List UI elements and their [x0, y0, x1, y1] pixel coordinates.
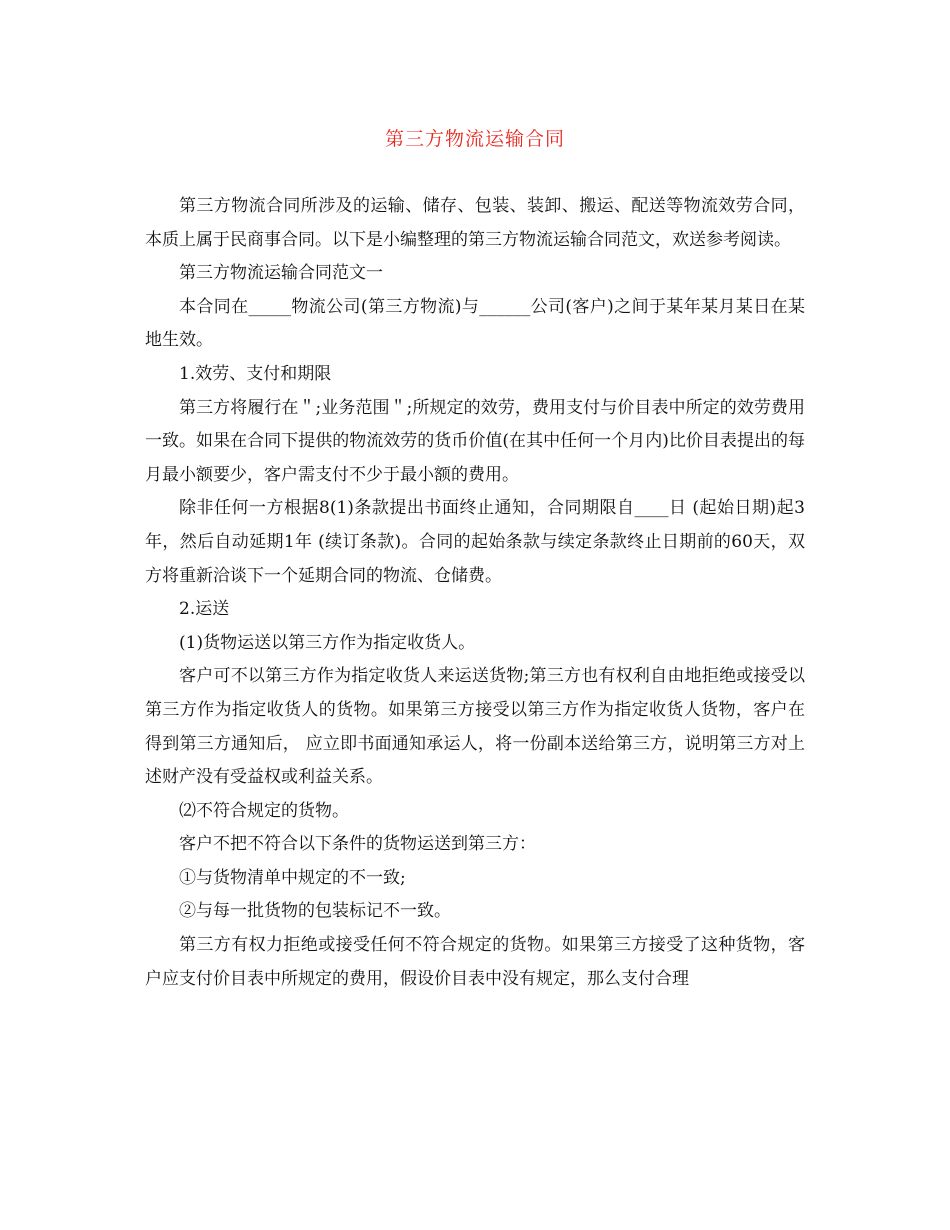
- list-item-condition-1: ①与货物清单中规定的不一致;: [179, 867, 406, 888]
- paragraph-conditions-intro: 客户不把不符合以下条件的货物运送到第三方：: [179, 834, 536, 855]
- paragraph-rejection-right: 第三方有权力拒绝或接受任何不符合规定的货物。如果第三方接受了这种货物，客户应支付价目表中所规定的费用，假设价目表中没有规定，那么支付合理: [145, 935, 805, 989]
- clause-nonconforming: ⑵不符合规定的货物。: [179, 800, 349, 821]
- paragraph-intro: 第三方物流合同所涉及的运输、储存、包装、装卸、搬运、配送等物流效劳合同，本质上属于民商事合同。以下是小编整理的第三方物流运输合同范文，欢送参考阅读。: [145, 196, 805, 250]
- paragraph-services-payment: 第三方将履行在＂;业务范围＂;所规定的效劳，费用支付与价目表中所定的效劳费用一致。如果在合同下提供的物流效劳的货币价值(在其中任何一个月内)比价目表提出的每月最小额要少，客户需支付不少于最小额的费用。: [145, 397, 805, 485]
- section-heading-shipping: 2.运送: [179, 599, 230, 620]
- section-heading-services: 1.效劳、支付和期限: [179, 363, 332, 384]
- paragraph-term: 除非任何一方根据8(1)条款提出书面终止通知，合同期限自____日 (起始日期)起3年，然后自动延期1年 (续订条款)。合同的起始条款与续定条款终止日期前的60天，双方将重新洽谈下一个延期合同的物流、仓储费。: [145, 498, 805, 586]
- paragraph-sample-heading: 第三方物流运输合同范文一: [179, 263, 383, 284]
- clause-consignee: (1)货物运送以第三方作为指定收货人。: [179, 632, 476, 653]
- document-body: [145, 190, 805, 996]
- paragraph-contract-parties: 本合同在_____物流公司(第三方物流)与______公司(客户)之间于某年某月某日在某地生效。: [145, 296, 805, 351]
- document-title: 第三方物流运输合同: [384, 128, 565, 150]
- paragraph-consignee-detail: 客户可不以第三方作为指定收货人来运送货物;第三方也有权利自由地拒绝或接受以第三方作为指定收货人的货物。如果第三方接受以第三方作为指定收货人货物，客户在得到第三方通知后， 应立即书面通知承运人，将一份副本送给第三方，说明第三方对上述财产没有受益权或利益关系。: [145, 666, 805, 788]
- list-item-condition-2: ②与每一批货物的包装标记不一致。: [179, 901, 451, 922]
